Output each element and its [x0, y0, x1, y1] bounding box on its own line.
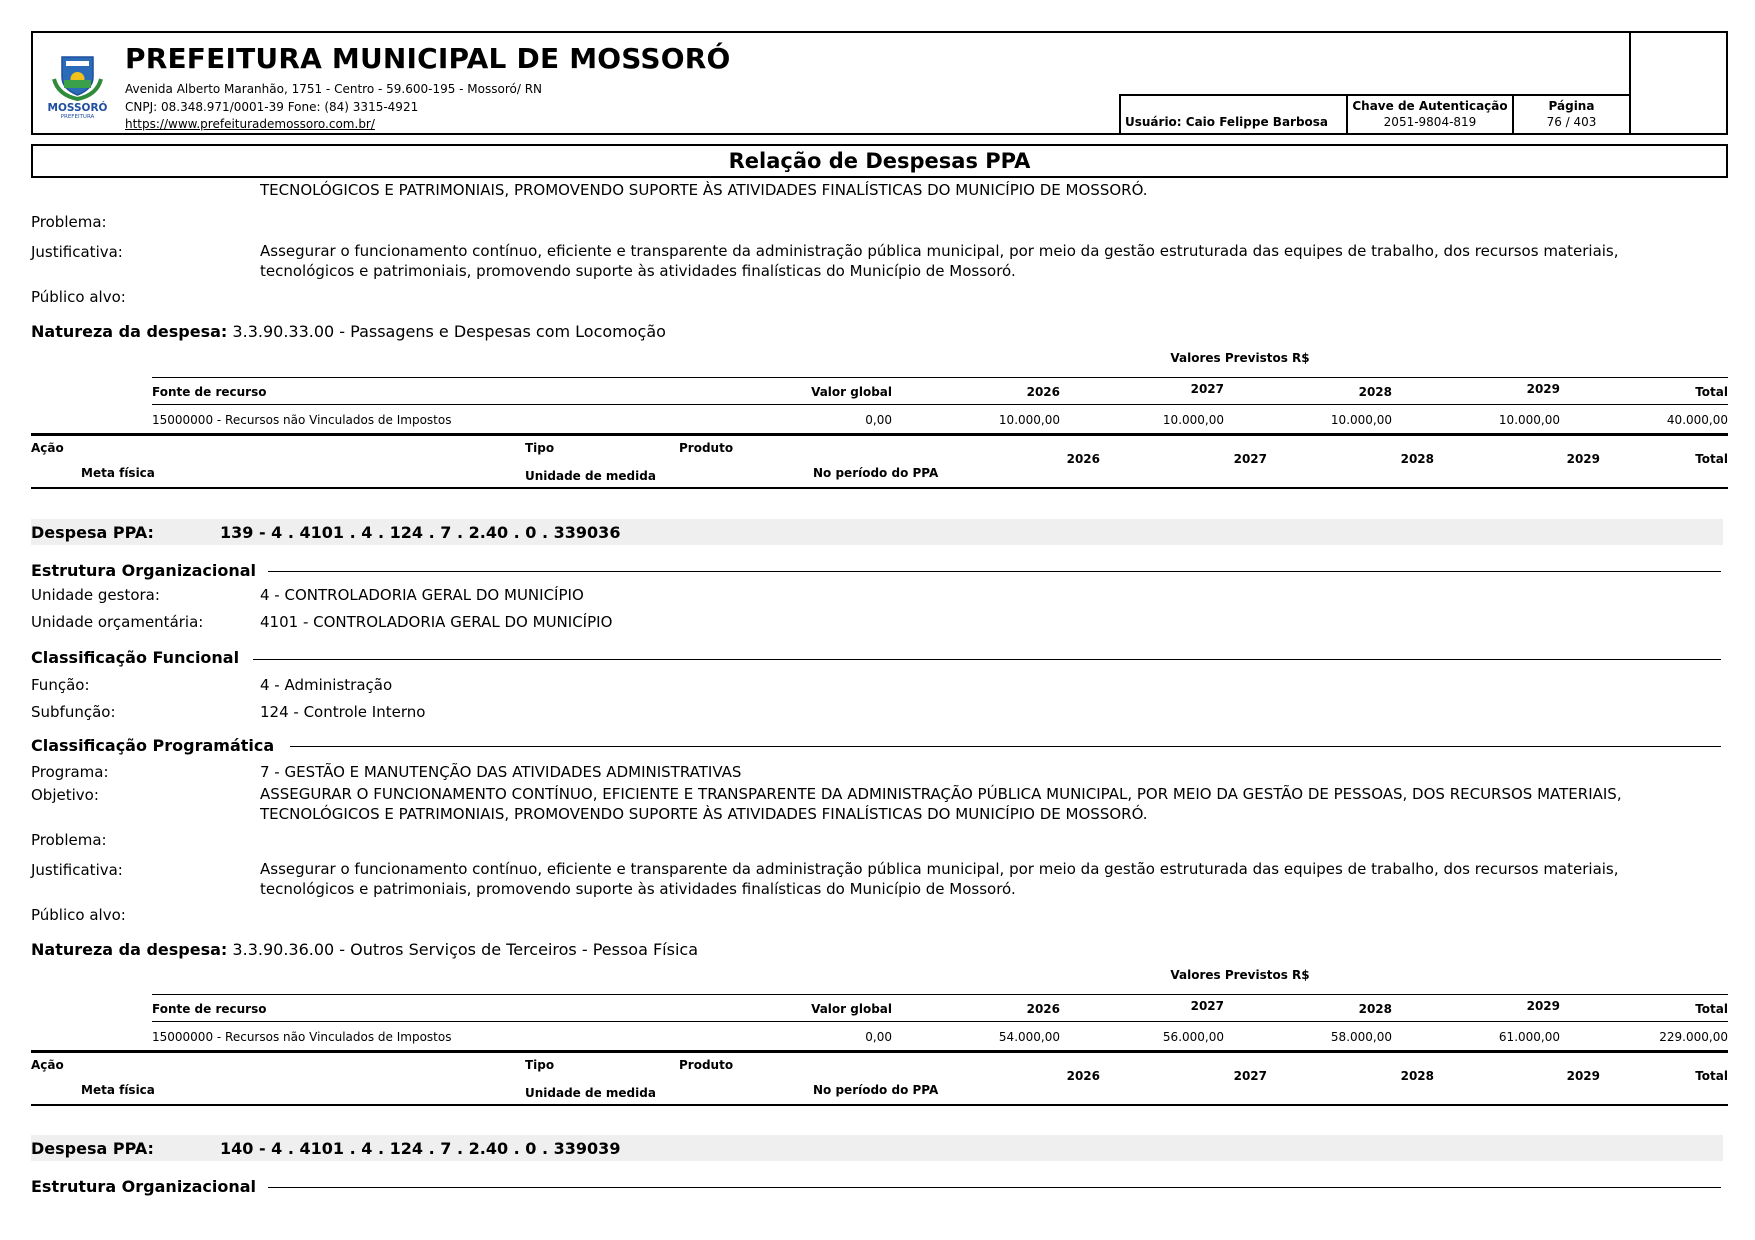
org-cnpj-phone: CNPJ: 08.348.971/0001-39 Fone: (84) 3315-4921	[125, 100, 419, 114]
valores-previstos-header: Valores Previstos R$	[1170, 968, 1310, 982]
auth-key-box	[1346, 94, 1514, 135]
col-tipo: Tipo	[525, 441, 555, 455]
value-2027: 10.000,00	[1162, 413, 1224, 427]
publico-alvo-label: Público alvo:	[31, 288, 126, 306]
page-number: 76 / 403	[1546, 115, 1597, 129]
section-classificacao-funcional: Classificação Funcional	[31, 648, 240, 667]
unidade-gestora-label: Unidade gestora:	[31, 586, 160, 604]
col-total: Total	[1695, 385, 1728, 399]
col-acao: Ação	[31, 441, 64, 455]
valores-previstos-header: Valores Previstos R$	[1170, 351, 1310, 365]
justificativa-label: Justificativa:	[31, 861, 123, 879]
mossoro-logo	[40, 49, 115, 119]
col-valor-global: Valor global	[811, 1002, 892, 1016]
objetivo-value: ASSEGURAR O FUNCIONAMENTO CONTÍNUO, EFICIENTE E TRANSPARENTE DA ADMINISTRAÇÃO PÚBLICA MUNICIPAL, POR MEIO DA GESTÃO DE PESSOAS, DOS RECURSOS MATERIAIS, TECNOLÓGICOS E PATRIMONIAIS, PROMOVENDO SUPORTE ÀS ATIVIDADES FINALÍSTICAS DO MUNICÍPIO DE MOSSORÓ.	[260, 785, 1622, 823]
value-total: 40.000,00	[1666, 413, 1728, 427]
objetivo-continuation: TECNOLÓGICOS E PATRIMONIAIS, PROMOVENDO SUPORTE ÀS ATIVIDADES FINALÍSTICAS DO MUNICÍPIO DE MOSSORÓ.	[260, 181, 1148, 199]
despesa-ppa-label: Despesa PPA:	[31, 1139, 154, 1158]
col-meta-2027: 2027	[1233, 1069, 1267, 1083]
page-box	[1512, 94, 1631, 135]
value-2026: 10.000,00	[998, 413, 1060, 427]
col-2028: 2028	[1358, 1002, 1392, 1016]
funcao-label: Função:	[31, 676, 90, 694]
col-2026: 2026	[1026, 1002, 1060, 1016]
despesa-ppa-code: 140 - 4 . 4101 . 4 . 124 . 7 . 2.40 . 0 . 339039	[220, 1139, 621, 1158]
value-total: 229.000,00	[1659, 1030, 1728, 1044]
col-2027: 2027	[1190, 382, 1224, 396]
natureza-value: 3.3.90.36.00 - Outros Serviços de Terceiros - Pessoa Física	[232, 940, 698, 959]
report-title: Relação de Despesas PPA	[31, 144, 1728, 178]
divider	[152, 994, 1728, 995]
svg-text:PREFEITURA: PREFEITURA	[60, 114, 95, 119]
coat-of-arms-icon	[40, 49, 115, 119]
fonte-value: 15000000 - Recursos não Vinculados de Impostos	[152, 413, 452, 427]
section-divider	[290, 746, 1721, 747]
unidade-orcamentaria-label: Unidade orçamentária:	[31, 613, 204, 631]
section-estrutura-organizacional: Estrutura Organizacional	[31, 1177, 257, 1196]
unidade-gestora-value: 4 - CONTROLADORIA GERAL DO MUNICÍPIO	[260, 586, 584, 604]
programa-label: Programa:	[31, 763, 109, 781]
section-divider	[268, 571, 1721, 572]
col-2029: 2029	[1526, 382, 1560, 396]
section-classificacao-programatica: Classificação Programática	[31, 736, 275, 755]
programa-value: 7 - GESTÃO E MANUTENÇÃO DAS ATIVIDADES ADMINISTRATIVAS	[260, 763, 742, 781]
justificativa-label: Justificativa:	[31, 243, 123, 261]
funcao-value: 4 - Administração	[260, 676, 393, 694]
col-produto: Produto	[679, 441, 734, 455]
natureza-value: 3.3.90.33.00 - Passagens e Despesas com Locomoção	[232, 322, 666, 341]
value-2029: 10.000,00	[1498, 413, 1560, 427]
col-no-periodo: No período do PPA	[813, 1083, 939, 1097]
col-produto: Produto	[679, 1058, 734, 1072]
justificativa-value: Assegurar o funcionamento contínuo, eficiente e transparente da administração pública municipal, por meio da gestão estruturada das equipes de trabalho, dos recursos materiais, tecnológicos e patrimoniais, promovendo suporte às atividades finalísticas do Município de Mossoró.	[260, 242, 1619, 280]
problema-label: Problema:	[31, 213, 107, 231]
justificativa-value: Assegurar o funcionamento contínuo, eficiente e transparente da administração pública municipal, por meio da gestão estruturada das equipes de trabalho, dos recursos materiais, tecnológicos e patrimoniais, promovendo suporte às atividades finalísticas do Município de Mossoró.	[260, 860, 1619, 898]
problema-label: Problema:	[31, 831, 107, 849]
org-website-link[interactable]: https://www.prefeiturademossoro.com.br/	[125, 117, 375, 131]
col-meta-2026: 2026	[1066, 1069, 1100, 1083]
col-meta-2029: 2029	[1566, 452, 1600, 466]
despesa-ppa-label: Despesa PPA:	[31, 523, 154, 542]
col-fonte: Fonte de recurso	[152, 385, 267, 399]
col-meta-fisica: Meta física	[81, 1083, 155, 1097]
despesa-ppa-code: 139 - 4 . 4101 . 4 . 124 . 7 . 2.40 . 0 . 339036	[220, 523, 621, 542]
col-2027: 2027	[1190, 999, 1224, 1013]
col-meta-2027: 2027	[1233, 452, 1267, 466]
divider	[31, 1104, 1728, 1106]
org-title: PREFEITURA MUNICIPAL DE MOSSORÓ	[125, 42, 731, 75]
despesa-ppa-band-140	[31, 1135, 1723, 1161]
unidade-orcamentaria-value: 4101 - CONTROLADORIA GERAL DO MUNICÍPIO	[260, 613, 613, 631]
divider	[31, 1050, 1728, 1053]
col-unidade-medida: Unidade de medida	[525, 469, 656, 483]
valor-global-value: 0,00	[865, 1030, 892, 1044]
divider	[31, 487, 1728, 489]
fonte-value: 15000000 - Recursos não Vinculados de Impostos	[152, 1030, 452, 1044]
col-meta-2029: 2029	[1566, 1069, 1600, 1083]
divider	[152, 1021, 1728, 1022]
user-box	[1119, 94, 1348, 135]
org-address: Avenida Alberto Maranhão, 1751 - Centro - 59.600-195 - Mossoró/ RN	[125, 82, 543, 96]
auth-key-value: 2051-9804-819	[1383, 115, 1477, 129]
col-meta-fisica: Meta física	[81, 466, 155, 480]
col-meta-total: Total	[1695, 1069, 1728, 1083]
col-2026: 2026	[1026, 385, 1060, 399]
page-label: Página	[1548, 99, 1595, 113]
valor-global-value: 0,00	[865, 413, 892, 427]
objetivo-label: Objetivo:	[31, 786, 99, 804]
section-divider	[268, 1187, 1721, 1188]
col-total: Total	[1695, 1002, 1728, 1016]
publico-alvo-label: Público alvo:	[31, 906, 126, 924]
svg-text:MOSSORÓ: MOSSORÓ	[47, 102, 108, 114]
despesa-ppa-band-139	[31, 519, 1723, 545]
col-valor-global: Valor global	[811, 385, 892, 399]
divider	[31, 433, 1728, 436]
natureza-despesa	[31, 940, 698, 959]
col-acao: Ação	[31, 1058, 64, 1072]
value-2027: 56.000,00	[1162, 1030, 1224, 1044]
natureza-label: Natureza da despesa:	[31, 940, 228, 959]
col-meta-2028: 2028	[1400, 452, 1434, 466]
col-2029: 2029	[1526, 999, 1560, 1013]
subfuncao-label: Subfunção:	[31, 703, 116, 721]
subfuncao-value: 124 - Controle Interno	[260, 703, 426, 721]
col-2028: 2028	[1358, 385, 1392, 399]
divider	[152, 404, 1728, 405]
value-2026: 54.000,00	[998, 1030, 1060, 1044]
natureza-label: Natureza da despesa:	[31, 322, 228, 341]
value-2029: 61.000,00	[1498, 1030, 1560, 1044]
natureza-despesa	[31, 322, 666, 341]
col-meta-2026: 2026	[1066, 452, 1100, 466]
col-unidade-medida: Unidade de medida	[525, 1086, 656, 1100]
value-2028: 58.000,00	[1330, 1030, 1392, 1044]
col-fonte: Fonte de recurso	[152, 1002, 267, 1016]
col-no-periodo: No período do PPA	[813, 466, 939, 480]
col-meta-2028: 2028	[1400, 1069, 1434, 1083]
col-meta-total: Total	[1695, 452, 1728, 466]
value-2028: 10.000,00	[1330, 413, 1392, 427]
section-divider	[253, 659, 1721, 660]
auth-key-label: Chave de Autenticação	[1352, 99, 1508, 113]
user-label: Usuário: Caio Felippe Barbosa	[1125, 115, 1329, 129]
col-tipo: Tipo	[525, 1058, 555, 1072]
divider	[152, 377, 1728, 378]
section-estrutura-organizacional: Estrutura Organizacional	[31, 561, 257, 580]
